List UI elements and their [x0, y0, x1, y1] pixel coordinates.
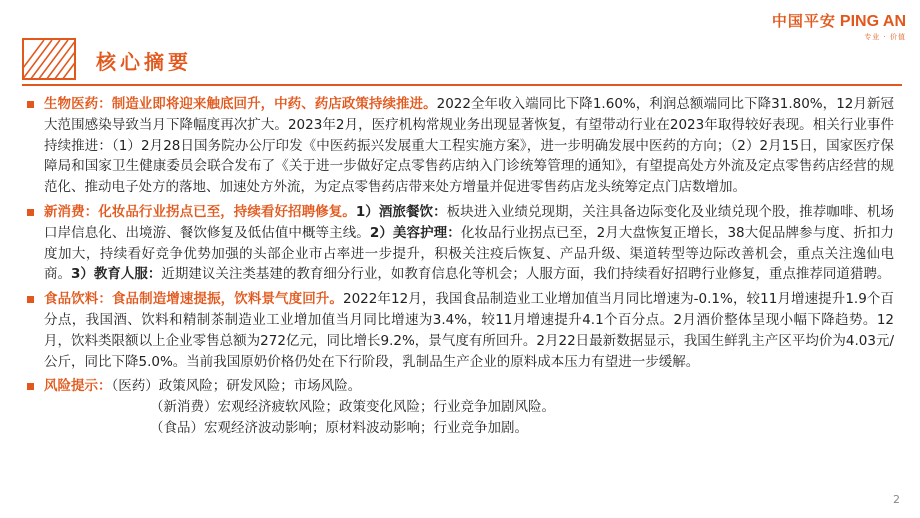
bullet-square-icon [27, 383, 34, 390]
page-title: 核心摘要 [96, 50, 192, 74]
subsection-text: 化妆品行业拐点已至，2月大盘恢复正增长，38大促品牌参与度、折扣力度加大，持续看好竞争优势加强的头部企业市占率进一步提升，积极关注疫后恢复、产品升级、渠道转型等边际改善机会，重点关注逸仙电商。 [44, 224, 894, 283]
section-body: 2022年12月，我国食品制造业工业增加值当月同比增速为-0.1%，较11月增速提升1.9个百分点，我国酒、饮料和精制茶制造业工业增加值当月同比增速为3.4%，较11月增速提升4.1个百分点。2月酒价整体呈现小幅下降趋势。12月，饮料类限额以上企业零售总额为272亿元，同比增长9.2%，景气度有所回升。2月22日最新数据显示，我国生鲜乳主产区平均价为4.03元/公斤，同比下降5.0%。当前我国原奶价格仍处在下行阶段，乳制品生产企业的原料成本压力有望进一步缓解。 [44, 291, 894, 370]
decorative-lines-icon [22, 38, 76, 80]
section-heading: 生物医药：制造业即将迎来触底回升，中药、药店政策持续推进。 [44, 96, 437, 112]
section-heading: 新消费：化妆品行业拐点已至，持续看好招聘修复。 [44, 203, 356, 220]
logo-sub: 专业 · 价值 [864, 33, 906, 41]
summary-content [44, 94, 894, 443]
title-divider [22, 84, 902, 86]
subsection-label: 3）教育人服： [71, 266, 162, 283]
risk-line: （食品）宏观经济波动影响；原材料波动影响；行业竞争加剧。 [150, 419, 528, 436]
risk-line: （新消费）宏观经济疲软风险；政策变化风险；行业竞争加剧风险。 [150, 399, 555, 416]
bullet-square-icon [27, 101, 34, 108]
logo-en: PING AN [839, 13, 906, 30]
subsection-text: 板块进入业绩兑现期，关注具备边际变化及业绩兑现个股，推荐咖啡、机场口岸信息化、出境游、餐饮修复及低估值中概等主线。 [44, 203, 895, 241]
bullet-square-icon [27, 209, 34, 216]
section-heading: 食品饮料：食品制造增速提振，饮料景气度回升。 [44, 291, 343, 308]
section-biomedicine [44, 94, 894, 198]
section-new-consumption [44, 202, 894, 285]
subsection-label: 1）酒旅餐饮： [355, 203, 447, 220]
section-food-beverage [44, 289, 894, 372]
logo-cn: 中国平安 [771, 12, 836, 30]
risk-label: 风险提示： [44, 378, 112, 395]
subsection-label: 2）美容护理： [369, 224, 461, 241]
page-number: 2 [893, 493, 900, 506]
section-body: 2022全年收入端同比下降1.60%，利润总额端同比下降31.80%，12月新冠大范围感染导致当月下降幅度再次扩大。2023年2月，医疗机构常规业务出现显著恢复，有望带动行业在2023年取得较好表现。相关行业事件持续推进：（1）2月28日国务院办公厅印发《中医药振兴发展重大工程实施方案》，进一步明确发展中医药的方向；（2）2月15日，国家医疗保障局和国家卫生健康委员会联合发布了《关于进一步做好定点零售药店纳入门诊统筹管理的通知》，有望提高处方外流及定点零售药店经营的规范化、推动电子处方的落地、加速处方外流，为定点零售药店带来处方增量并促进零售药店龙头统筹定点门店数增加。 [44, 96, 894, 196]
bullet-square-icon [27, 296, 34, 303]
risk-line: （医药）政策风险；研发风险；市场风险。 [111, 378, 362, 395]
subsection-text: 近期建议关注类基建的教育细分行业，如教育信息化等机会；人服方面，我们持续看好招聘行业修复，重点推荐同道猎聘。 [161, 266, 891, 283]
title-bar [22, 34, 902, 84]
section-risk [44, 376, 894, 438]
